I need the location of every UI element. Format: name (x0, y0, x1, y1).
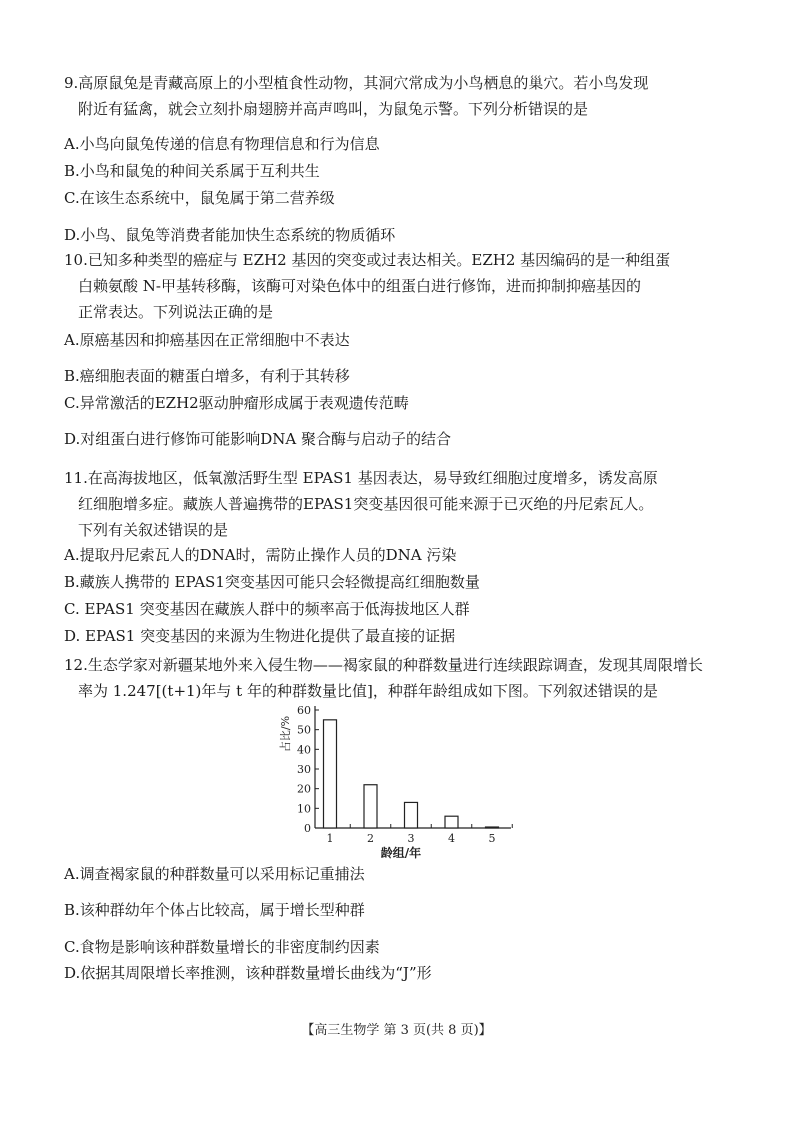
question-10-stem (64, 247, 728, 325)
y-tick-label: 0 (304, 822, 311, 835)
question-10-line-2: 白赖氨酸 N-甲基转移酶，该酶可对染色体中的组蛋白进行修饰，进而抑制抑癌基因的 (78, 277, 641, 295)
page-footer: 【高三生物学 第 3 页(共 8 页)】 (301, 1023, 492, 1038)
y-tick-label: 20 (297, 782, 311, 796)
question-11-line-1: 11.在高海拔地区，低氧激活野生型 EPAS1 基因表达，易导致红细胞过度增多，诱发高原 (64, 469, 658, 487)
q11-option-b: B.藏族人携带的 EPAS1突变基因可能只会轻微提高红细胞数量 (64, 573, 480, 591)
question-12-line-2: 率为 1.247[(t+1)年与 t 年的种群数量比值]，种群年龄组成如下图。下列叙述错误的是 (78, 682, 658, 700)
question-11-line-2: 红细胞增多症。藏族人普遍携带的EPAS1突变基因很可能来源于已灭绝的丹尼索瓦人。 (78, 495, 654, 513)
q10-option-a: A.原癌基因和抑癌基因在正常细胞中不表达 (64, 331, 350, 349)
y-tick-label: 50 (297, 723, 311, 737)
q10-option-d: D.对组蛋白进行修饰可能影响DNA 聚合酶与启动子的结合 (64, 430, 452, 448)
question-9-line-1: 9.高原鼠兔是青藏高原上的小型植食性动物，其洞穴常成为小鸟栖息的巢穴。若小鸟发现 (64, 74, 649, 92)
q9-option-c: C.在该生态系统中，鼠兔属于第二营养级 (64, 189, 335, 207)
question-12 (64, 652, 728, 704)
question-10 (64, 247, 728, 325)
q10-option-b: B.癌细胞表面的糖蛋白增多，有利于其转移 (64, 367, 350, 385)
q10-option-c: C.异常激活的EZH2驱动肿瘤形成属于表观遗传范畴 (64, 394, 409, 412)
q11-option-c: C. EPAS1 突变基因在藏族人群中的频率高于低海拔地区人群 (64, 600, 470, 618)
y-axis-label: 占比/% (279, 715, 292, 753)
q9-option-a: A.小鸟向鼠兔传递的信息有物理信息和行为信息 (64, 135, 380, 153)
q11-option-a: A.提取丹尼索瓦人的DNA时，需防止操作人员的DNA 污染 (64, 546, 457, 564)
x-tick-label: 3 (407, 832, 415, 845)
y-tick-label: 30 (297, 763, 311, 776)
question-11-stem (64, 465, 728, 543)
y-tick-label: 60 (297, 704, 311, 717)
x-tick-label: 1 (326, 832, 334, 845)
bar (445, 816, 458, 828)
x-tick-label: 2 (367, 832, 374, 845)
question-9 (64, 70, 728, 122)
y-tick-label: 10 (297, 802, 311, 816)
q9-option-b: B.小鸟和鼠兔的种间关系属于互利共生 (64, 162, 320, 180)
question-10-line-3: 正常表达。下列说法正确的是 (78, 303, 274, 321)
q12-option-a: A.调查褐家鼠的种群数量可以采用标记重捕法 (64, 865, 365, 883)
q12-option-b: B.该种群幼年个体占比较高，属于增长型种群 (64, 901, 365, 919)
q9-option-d: D.小鸟、鼠兔等消费者能加快生态系统的物质循环 (64, 226, 396, 244)
bar (324, 720, 337, 828)
age-structure-chart (275, 700, 525, 860)
question-11-line-3: 下列有关叙述错误的是 (78, 521, 229, 539)
x-axis-label: 龄组/年 (380, 846, 422, 860)
q12-option-c: C.食物是影响该种群数量增长的非密度制约因素 (64, 938, 380, 956)
bar (364, 785, 377, 828)
x-tick-label: 5 (488, 832, 496, 845)
question-12-line-1: 12.生态学家对新疆某地外来入侵生物——褐家鼠的种群数量进行连续跟踪调查，发现其周限增长 (64, 656, 703, 674)
bar (486, 827, 499, 828)
question-12-stem (64, 652, 728, 704)
bar (405, 802, 418, 828)
question-9-stem (64, 70, 728, 122)
question-11 (64, 465, 728, 543)
y-tick-label: 40 (297, 743, 311, 757)
question-9-line-2: 附近有猛禽，就会立刻扑扇翅膀并高声鸣叫，为鼠兔示警。下列分析错误的是 (78, 100, 589, 118)
x-tick-label: 4 (448, 832, 455, 845)
question-10-line-1: 10.已知多种类型的癌症与 EZH2 基因的突变或过表达相关。EZH2 基因编码的是一种组蛋 (64, 251, 671, 269)
q12-option-d: D.依据其周限增长率推测，该种群数量增长曲线为“J”形 (64, 964, 432, 982)
q11-option-d: D. EPAS1 突变基因的来源为生物进化提供了最直接的证据 (64, 627, 456, 645)
